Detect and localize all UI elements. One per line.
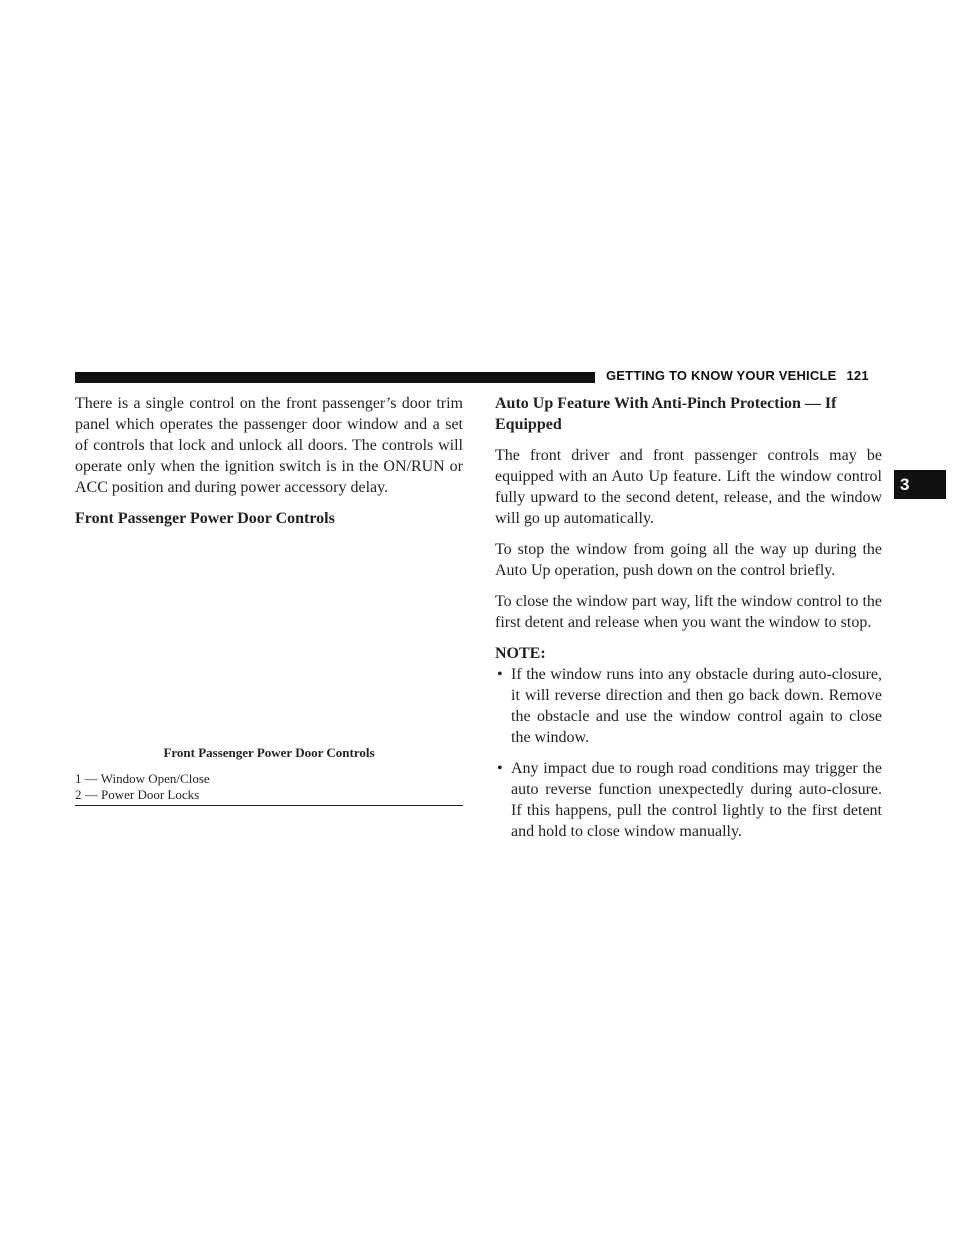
bullet-icon: • bbox=[497, 666, 503, 683]
page-number: 121 bbox=[846, 368, 869, 383]
figure-legend bbox=[75, 771, 463, 803]
note-label: NOTE: bbox=[495, 645, 546, 662]
note-item bbox=[495, 664, 882, 748]
intro-paragraph: There is a single control on the front passenger’s door trim panel which operates the passenger door window and a set of controls that lock and unlock all doors. The controls will operate only when the ignition switch is in the ON/RUN or ACC position and during power accessory delay. bbox=[75, 395, 463, 496]
note-text: Any impact due to rough road conditions may trigger the auto reverse function unexpectedly during auto-closure. If this happens, pull the control lightly to the first detent and hold to close window manually. bbox=[511, 760, 882, 840]
body-paragraph: The front driver and front passenger controls may be equipped with an Auto Up feature. Lift the window control fully upward to the second detent, release, and the window will go up automatically. bbox=[495, 447, 882, 527]
door-controls-figure bbox=[75, 525, 463, 737]
note-list bbox=[495, 664, 882, 842]
figure-caption: Front Passenger Power Door Controls bbox=[163, 745, 375, 760]
body-paragraph: To stop the window from going all the way up during the Auto Up operation, push down on the control briefly. bbox=[495, 541, 882, 579]
legend-item: 2 — Power Door Locks bbox=[75, 787, 200, 802]
section-heading: Auto Up Feature With Anti-Pinch Protection — If Equipped bbox=[495, 395, 837, 433]
chapter-tab: 3 bbox=[894, 470, 946, 499]
legend-item: 1 — Window Open/Close bbox=[75, 771, 210, 786]
bullet-icon: • bbox=[497, 760, 503, 777]
note-item bbox=[495, 758, 882, 842]
body-paragraph: To close the window part way, lift the window control to the first detent and release when you want the window to stop. bbox=[495, 593, 882, 631]
header-rule bbox=[75, 372, 595, 383]
note-text: If the window runs into any obstacle during auto-closure, it will reverse direction and then go back down. Remove the obstacle and use the window control again to close the window. bbox=[511, 666, 882, 746]
legend-rule bbox=[75, 805, 463, 806]
right-column bbox=[495, 393, 882, 842]
running-header bbox=[606, 368, 896, 383]
section-title: GETTING TO KNOW YOUR VEHICLE bbox=[606, 368, 837, 383]
left-column bbox=[75, 393, 463, 529]
figure-heading: Front Passenger Power Door Controls bbox=[75, 510, 335, 527]
